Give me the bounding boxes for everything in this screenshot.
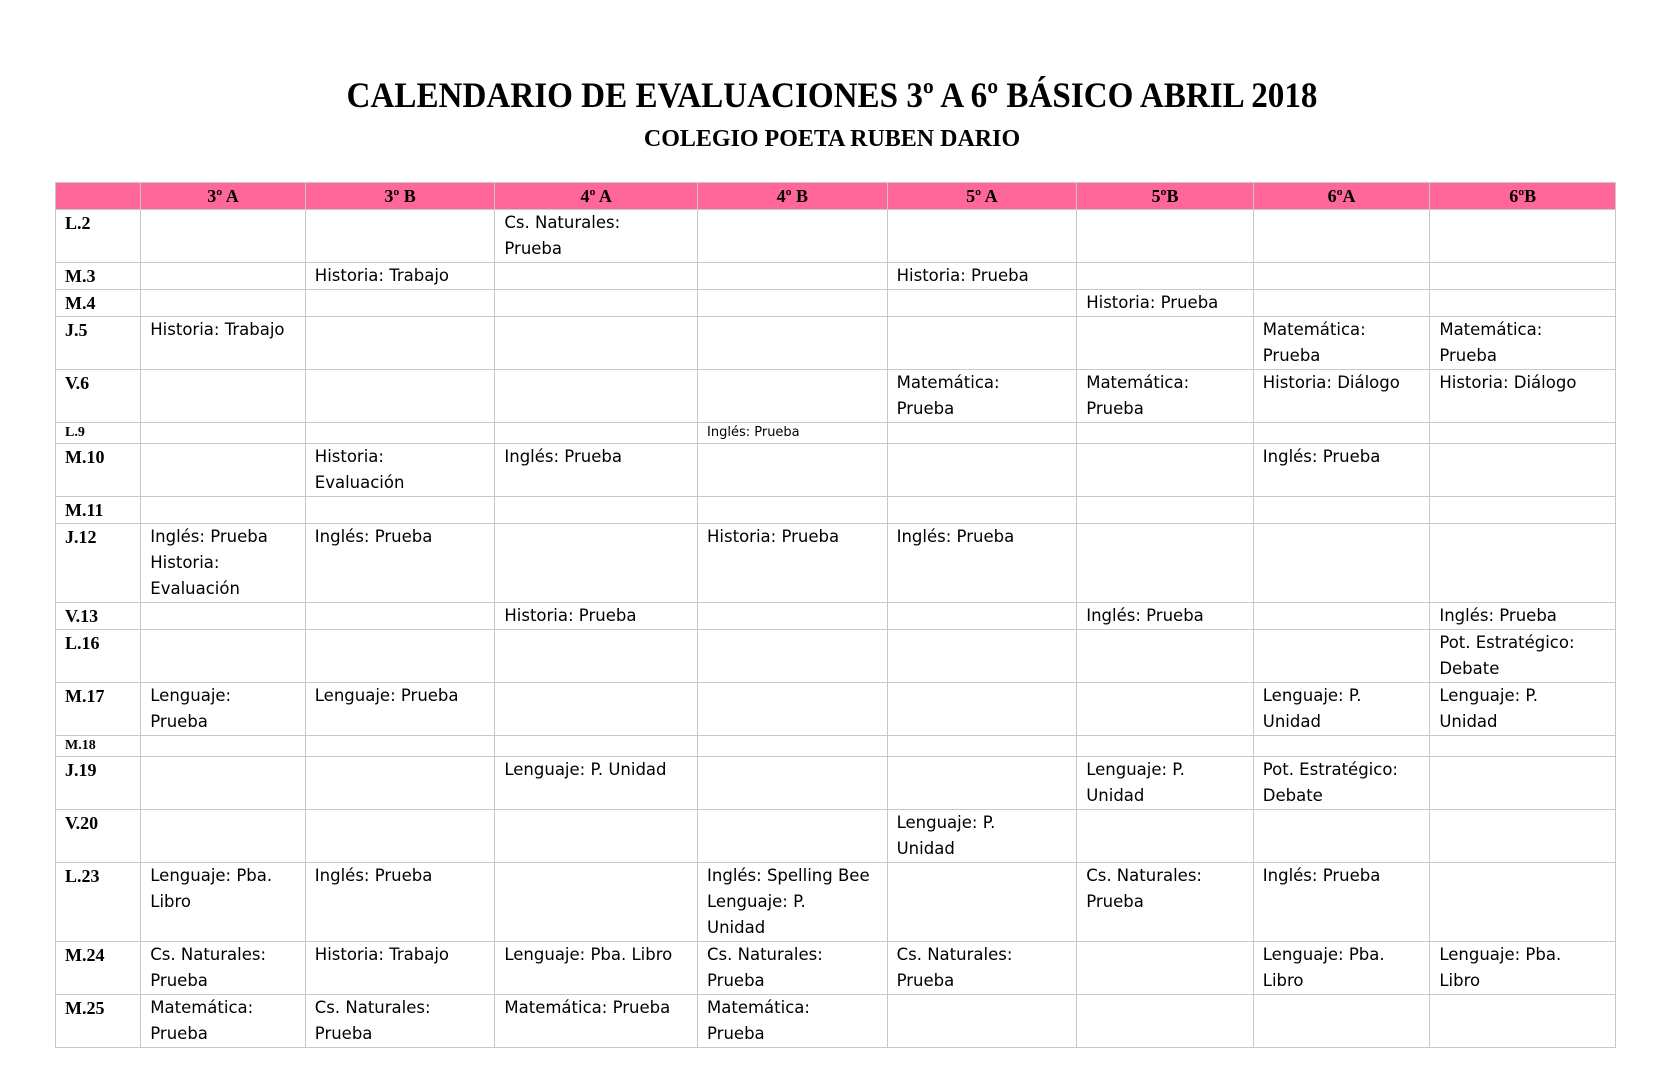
evaluation-text: Cs. Naturales: xyxy=(150,945,267,964)
evaluation-cell xyxy=(141,603,306,630)
header-day-cell xyxy=(56,183,141,210)
evaluation-cell xyxy=(305,942,495,995)
table-row xyxy=(56,210,1616,263)
evaluation-cell xyxy=(698,863,888,942)
evaluation-cell xyxy=(698,497,888,524)
evaluation-cell xyxy=(698,736,888,757)
table-row xyxy=(56,863,1616,942)
table-row xyxy=(56,317,1616,370)
page-subtitle: COLEGIO POETA RUBEN DARIO xyxy=(643,126,1021,152)
table-row xyxy=(56,757,1616,810)
evaluation-cell xyxy=(698,757,888,810)
column-header: 5º A xyxy=(887,183,1077,210)
evaluation-cell xyxy=(698,444,888,497)
evaluation-cell xyxy=(1253,942,1430,995)
table-row xyxy=(56,444,1616,497)
evaluation-text: Cs. Naturales: xyxy=(314,998,431,1017)
evaluation-cell xyxy=(698,995,888,1048)
evaluation-cell xyxy=(1430,317,1616,370)
evaluation-text: Inglés: Prueba xyxy=(1086,606,1204,625)
evaluation-cell xyxy=(698,942,888,995)
evaluation-text: Matemática: xyxy=(1439,320,1543,339)
calendar-body xyxy=(56,210,1616,1048)
evaluation-cell xyxy=(1253,757,1430,810)
evaluation-cell xyxy=(1253,444,1430,497)
evaluation-cell xyxy=(887,370,1077,423)
evaluation-cell xyxy=(1253,370,1430,423)
evaluation-cell xyxy=(141,995,306,1048)
table-row xyxy=(56,423,1616,444)
evaluation-cell xyxy=(1253,423,1430,444)
evaluation-cell xyxy=(305,290,495,317)
evaluation-text: Prueba xyxy=(1262,346,1321,365)
evaluation-cell xyxy=(305,630,495,683)
column-header: 4º A xyxy=(495,183,698,210)
evaluation-cell xyxy=(141,942,306,995)
evaluation-cell xyxy=(1077,603,1254,630)
evaluation-text: Prueba xyxy=(150,971,208,990)
evaluation-cell xyxy=(887,444,1077,497)
evaluation-text: Prueba xyxy=(314,1024,373,1043)
evaluation-cell xyxy=(887,210,1077,263)
evaluation-text: Prueba xyxy=(1086,399,1144,418)
evaluation-text: Unidad xyxy=(896,839,955,858)
evaluation-cell xyxy=(1430,444,1616,497)
day-cell: V.6 xyxy=(56,370,141,423)
evaluation-cell xyxy=(698,290,888,317)
evaluation-text: Lenguaje: P. xyxy=(1262,686,1362,705)
evaluation-cell xyxy=(698,524,888,603)
evaluation-cell xyxy=(141,370,306,423)
evaluation-cell xyxy=(1430,757,1616,810)
evaluation-cell xyxy=(141,210,306,263)
evaluation-cell xyxy=(495,736,698,757)
evaluation-text: Historia: Diálogo xyxy=(1262,373,1400,392)
table-row xyxy=(56,603,1616,630)
evaluation-cell xyxy=(887,603,1077,630)
evaluation-cell xyxy=(1430,370,1616,423)
day-cell: L.16 xyxy=(56,630,141,683)
evaluation-cell xyxy=(495,497,698,524)
evaluation-cell xyxy=(1253,317,1430,370)
evaluation-cell xyxy=(1077,444,1254,497)
evaluation-cell xyxy=(1253,683,1430,736)
evaluation-text: Cs. Naturales: xyxy=(1086,866,1202,885)
evaluation-text: Historia: Trabajo xyxy=(150,320,285,339)
evaluation-cell xyxy=(698,210,888,263)
day-cell: J.12 xyxy=(56,524,141,603)
evaluation-cell xyxy=(887,995,1077,1048)
evaluation-cell xyxy=(887,497,1077,524)
evaluation-cell xyxy=(1430,810,1616,863)
table-row xyxy=(56,290,1616,317)
evaluation-cell xyxy=(141,290,306,317)
evaluation-text: Pot. Estratégico: xyxy=(1262,760,1398,779)
evaluation-text: Historia: xyxy=(150,553,220,572)
evaluation-text: Prueba xyxy=(150,1024,208,1043)
evaluation-text: Inglés: Prueba xyxy=(1262,866,1381,885)
evaluation-text: Unidad xyxy=(707,918,766,937)
column-header: 6ºA xyxy=(1253,183,1430,210)
day-cell: J.19 xyxy=(56,757,141,810)
evaluation-cell xyxy=(495,444,698,497)
evaluation-text: Inglés: Prueba xyxy=(707,425,800,440)
evaluation-cell xyxy=(698,317,888,370)
evaluation-cell xyxy=(887,863,1077,942)
evaluation-text: Unidad xyxy=(1262,712,1321,731)
evaluation-cell xyxy=(1430,210,1616,263)
evaluation-text: Historia: Diálogo xyxy=(1439,373,1577,392)
evaluation-text: Debate xyxy=(1262,786,1323,805)
evaluation-text: Cs. Naturales: xyxy=(896,945,1013,964)
evaluation-text: Historia: Prueba xyxy=(707,527,840,546)
evaluation-text: Matemática: xyxy=(150,998,254,1017)
evaluation-text: Prueba xyxy=(896,399,955,418)
evaluation-cell xyxy=(141,444,306,497)
evaluation-text: Cs. Naturales: xyxy=(504,213,621,232)
evaluation-cell xyxy=(887,630,1077,683)
evaluation-text: Matemática: Prueba xyxy=(504,998,671,1017)
evaluation-cell xyxy=(495,603,698,630)
evaluation-text: Prueba xyxy=(1086,892,1144,911)
evaluation-text: Evaluación xyxy=(150,579,240,598)
evaluation-cell xyxy=(1077,683,1254,736)
page-title: CALENDARIO DE EVALUACIONES 3º A 6º BÁSICO ABRIL 2018 xyxy=(346,75,1318,115)
evaluation-text: Matemática: xyxy=(1086,373,1190,392)
evaluation-cell xyxy=(1430,524,1616,603)
evaluation-text: Inglés: Prueba xyxy=(504,447,622,466)
evaluation-cell xyxy=(1253,290,1430,317)
evaluation-cell xyxy=(495,995,698,1048)
evaluation-text: Matemática: xyxy=(1262,320,1366,339)
evaluation-text: Evaluación xyxy=(314,473,405,492)
evaluation-text: Prueba xyxy=(1439,346,1497,365)
evaluation-text: Historia: Trabajo xyxy=(314,266,450,285)
evaluation-text: Historia: Trabajo xyxy=(314,945,450,964)
evaluation-cell xyxy=(1077,863,1254,942)
day-cell: M.4 xyxy=(56,290,141,317)
table-row xyxy=(56,683,1616,736)
evaluation-text: Lenguaje: Pba. xyxy=(1439,945,1562,964)
evaluation-text: Lenguaje: P. Unidad xyxy=(504,760,667,779)
evaluation-cell xyxy=(1253,995,1430,1048)
evaluation-cell xyxy=(305,423,495,444)
evaluation-cell xyxy=(1077,497,1254,524)
evaluation-text: Libro xyxy=(1262,971,1304,990)
evaluation-cell xyxy=(495,757,698,810)
evaluation-text: Prueba xyxy=(707,971,765,990)
evaluation-cell xyxy=(141,423,306,444)
evaluation-text: Prueba xyxy=(150,712,208,731)
evaluation-cell xyxy=(495,290,698,317)
evaluation-text: Matemática: xyxy=(896,373,1000,392)
evaluation-cell xyxy=(1253,810,1430,863)
evaluation-cell xyxy=(305,810,495,863)
evaluation-cell xyxy=(141,863,306,942)
evaluation-cell xyxy=(887,810,1077,863)
evaluation-cell xyxy=(1077,290,1254,317)
table-row xyxy=(56,995,1616,1048)
evaluation-cell xyxy=(141,317,306,370)
evaluation-cell xyxy=(305,210,495,263)
evaluation-cell xyxy=(1077,810,1254,863)
evaluation-cell xyxy=(1253,630,1430,683)
column-header: 3º A xyxy=(141,183,306,210)
column-header: 3º B xyxy=(305,183,495,210)
evaluation-text: Libro xyxy=(1439,971,1481,990)
evaluation-cell xyxy=(698,603,888,630)
evaluation-cell xyxy=(1430,263,1616,290)
evaluation-cell xyxy=(1253,210,1430,263)
evaluation-cell xyxy=(495,210,698,263)
evaluation-text: Historia: Prueba xyxy=(1086,293,1219,312)
evaluation-cell xyxy=(1430,290,1616,317)
column-header: 4º B xyxy=(698,183,888,210)
evaluation-cell xyxy=(698,810,888,863)
evaluation-text: Lenguaje: Prueba xyxy=(314,686,459,705)
evaluation-text: Unidad xyxy=(1439,712,1498,731)
evaluation-cell xyxy=(887,736,1077,757)
evaluation-cell xyxy=(698,423,888,444)
day-cell: M.25 xyxy=(56,995,141,1048)
evaluation-cell xyxy=(1253,497,1430,524)
table-row xyxy=(56,736,1616,757)
evaluation-cell xyxy=(141,497,306,524)
evaluation-cell xyxy=(1430,683,1616,736)
evaluation-cell xyxy=(1077,263,1254,290)
evaluation-cell xyxy=(698,683,888,736)
evaluation-cell xyxy=(698,370,888,423)
evaluation-cell xyxy=(887,423,1077,444)
evaluation-cell xyxy=(1077,317,1254,370)
day-cell: V.13 xyxy=(56,603,141,630)
table-row xyxy=(56,263,1616,290)
evaluation-text: Lenguaje: Pba. xyxy=(150,866,273,885)
day-cell: M.18 xyxy=(56,736,141,757)
table-row xyxy=(56,630,1616,683)
evaluation-cell xyxy=(887,290,1077,317)
day-cell: M.24 xyxy=(56,942,141,995)
evaluation-text: Lenguaje: P. xyxy=(1439,686,1539,705)
evaluation-cell xyxy=(1077,630,1254,683)
evaluation-cell xyxy=(495,524,698,603)
evaluation-cell xyxy=(305,370,495,423)
evaluation-cell xyxy=(887,757,1077,810)
evaluation-cell xyxy=(305,683,495,736)
table-row xyxy=(56,524,1616,603)
evaluation-cell xyxy=(495,317,698,370)
evaluation-cell xyxy=(1077,423,1254,444)
day-cell: V.20 xyxy=(56,810,141,863)
evaluation-cell xyxy=(141,757,306,810)
evaluation-cell xyxy=(1253,736,1430,757)
evaluation-cell xyxy=(305,863,495,942)
evaluation-cell xyxy=(305,736,495,757)
day-cell: M.17 xyxy=(56,683,141,736)
evaluation-text: Historia: Prueba xyxy=(896,266,1029,285)
evaluation-cell xyxy=(305,995,495,1048)
evaluation-text: Lenguaje: P. xyxy=(707,892,806,911)
evaluation-cell xyxy=(1430,497,1616,524)
table-row xyxy=(56,370,1616,423)
evaluation-calendar-table xyxy=(55,182,1616,1048)
day-cell: M.3 xyxy=(56,263,141,290)
evaluation-text: Inglés: Spelling Bee xyxy=(707,866,870,885)
evaluation-cell xyxy=(1253,863,1430,942)
evaluation-cell xyxy=(495,863,698,942)
evaluation-cell xyxy=(698,630,888,683)
evaluation-cell xyxy=(305,317,495,370)
evaluation-cell xyxy=(887,317,1077,370)
column-header: 6ºB xyxy=(1430,183,1616,210)
evaluation-cell xyxy=(1430,995,1616,1048)
evaluation-cell xyxy=(1077,370,1254,423)
evaluation-cell xyxy=(141,524,306,603)
evaluation-cell xyxy=(305,757,495,810)
evaluation-cell xyxy=(495,423,698,444)
evaluation-cell xyxy=(1077,995,1254,1048)
evaluation-cell xyxy=(1077,524,1254,603)
evaluation-cell xyxy=(1253,603,1430,630)
evaluation-cell xyxy=(887,263,1077,290)
table-row xyxy=(56,942,1616,995)
day-cell: M.11 xyxy=(56,497,141,524)
evaluation-cell xyxy=(1430,736,1616,757)
evaluation-text: Lenguaje: P. xyxy=(896,813,996,832)
evaluation-cell xyxy=(495,263,698,290)
evaluation-text: Historia: xyxy=(314,447,384,466)
evaluation-text: Inglés: Prueba xyxy=(896,527,1015,546)
evaluation-text: Historia: Prueba xyxy=(504,606,637,625)
evaluation-cell xyxy=(495,683,698,736)
evaluation-text: Lenguaje: xyxy=(150,686,232,705)
evaluation-cell xyxy=(887,942,1077,995)
evaluation-text: Debate xyxy=(1439,659,1500,678)
evaluation-cell xyxy=(1430,863,1616,942)
evaluation-cell xyxy=(1077,736,1254,757)
evaluation-cell xyxy=(305,524,495,603)
day-cell: M.10 xyxy=(56,444,141,497)
evaluation-cell xyxy=(141,810,306,863)
evaluation-cell xyxy=(141,630,306,683)
evaluation-cell xyxy=(495,370,698,423)
evaluation-text: Lenguaje: Pba. xyxy=(1262,945,1385,964)
evaluation-cell xyxy=(1430,942,1616,995)
evaluation-text: Lenguaje: Pba. Libro xyxy=(504,945,673,964)
evaluation-text: Prueba xyxy=(707,1024,765,1043)
evaluation-cell xyxy=(698,263,888,290)
evaluation-text: Inglés: Prueba xyxy=(1262,447,1381,466)
evaluation-text: Prueba xyxy=(504,239,563,258)
evaluation-cell xyxy=(1077,942,1254,995)
day-cell: L.2 xyxy=(56,210,141,263)
evaluation-text: Prueba xyxy=(896,971,955,990)
evaluation-cell xyxy=(1430,603,1616,630)
day-cell: L.9 xyxy=(56,423,141,444)
evaluation-cell xyxy=(495,942,698,995)
evaluation-cell xyxy=(887,683,1077,736)
evaluation-cell xyxy=(141,683,306,736)
evaluation-text: Libro xyxy=(150,892,192,911)
table-row xyxy=(56,810,1616,863)
evaluation-cell xyxy=(305,497,495,524)
evaluation-cell xyxy=(141,736,306,757)
evaluation-text: Unidad xyxy=(1086,786,1145,805)
evaluation-text: Inglés: Prueba xyxy=(314,866,433,885)
day-cell: L.23 xyxy=(56,863,141,942)
evaluation-cell xyxy=(1253,524,1430,603)
evaluation-cell xyxy=(495,630,698,683)
evaluation-cell xyxy=(495,810,698,863)
evaluation-text: Inglés: Prueba xyxy=(150,527,268,546)
evaluation-cell xyxy=(1430,630,1616,683)
evaluation-cell xyxy=(305,603,495,630)
evaluation-cell xyxy=(1077,757,1254,810)
evaluation-cell xyxy=(1077,210,1254,263)
evaluation-cell xyxy=(887,524,1077,603)
column-header: 5ºB xyxy=(1077,183,1254,210)
evaluation-cell xyxy=(1430,423,1616,444)
day-cell: J.5 xyxy=(56,317,141,370)
evaluation-text: Lenguaje: P. xyxy=(1086,760,1185,779)
evaluation-cell xyxy=(1253,263,1430,290)
evaluation-text: Pot. Estratégico: xyxy=(1439,633,1575,652)
evaluation-text: Inglés: Prueba xyxy=(1439,606,1557,625)
table-row xyxy=(56,497,1616,524)
evaluation-text: Matemática: xyxy=(707,998,810,1017)
evaluation-text: Inglés: Prueba xyxy=(314,527,433,546)
evaluation-text: Cs. Naturales: xyxy=(707,945,823,964)
evaluation-cell xyxy=(305,263,495,290)
evaluation-cell xyxy=(305,444,495,497)
evaluation-cell xyxy=(141,263,306,290)
header-row xyxy=(56,183,1616,210)
